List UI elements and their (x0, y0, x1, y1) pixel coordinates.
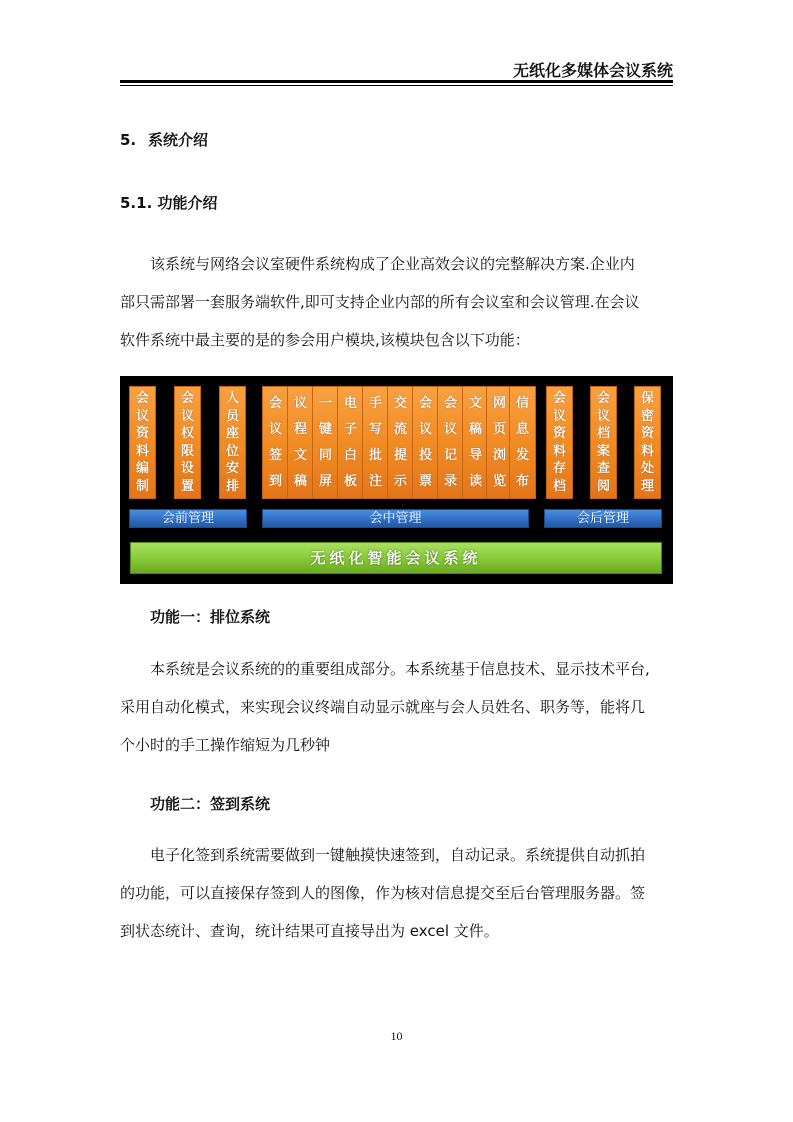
base-system-bar: 无纸化智能会议系统 (130, 542, 662, 574)
module-box (546, 386, 573, 499)
module-char: 票 (418, 474, 432, 490)
module-char: 处 (640, 461, 654, 477)
module-char: 档 (552, 478, 566, 494)
feature2-paragraph (120, 836, 673, 950)
feature2-line: 到状态统计、查询，统计结果可直接导出为 excel 文件。 (120, 922, 499, 940)
module-box (462, 386, 489, 499)
module-box (509, 386, 536, 499)
section-heading (120, 129, 208, 150)
module-char: 料 (640, 443, 654, 459)
module-char: 置 (180, 478, 194, 494)
module-box (362, 386, 389, 499)
module-char: 页 (492, 421, 506, 437)
module-char: 资 (135, 426, 149, 442)
module-char: 手 (368, 395, 382, 411)
feature1-line: 本系统是会议系统的的重要组成部分。本系统基于信息技术、显示技术平台, (150, 660, 650, 678)
module-char: 写 (368, 421, 382, 437)
module-char: 排 (225, 478, 239, 494)
module-char: 注 (368, 474, 382, 490)
module-char: 会 (443, 395, 457, 411)
module-char: 员 (225, 408, 239, 424)
module-char: 网 (492, 395, 506, 411)
module-char: 会 (552, 391, 566, 407)
module-char: 文 (293, 448, 307, 464)
module-char: 会 (268, 395, 282, 411)
module-char: 一 (318, 395, 332, 411)
subsection-heading: 5.1. 功能介绍 (120, 194, 218, 212)
feature1-line: 个小时的手工操作缩短为几秒钟 (120, 736, 331, 754)
module-char: 记 (443, 448, 457, 464)
module-char: 签 (268, 448, 282, 464)
module-char: 会 (180, 391, 194, 407)
module-char: 览 (492, 474, 506, 490)
module-char: 会 (135, 391, 149, 407)
module-char: 子 (343, 421, 357, 437)
feature2-title: 功能二：签到系统 (150, 795, 271, 813)
module-char: 交 (393, 395, 407, 411)
module-char: 理 (640, 478, 654, 494)
module-char: 议 (135, 408, 149, 424)
module-char: 文 (468, 395, 482, 411)
module-char: 白 (343, 448, 357, 464)
module-char: 导 (468, 448, 482, 464)
module-char: 稿 (293, 474, 307, 490)
module-char: 议 (293, 395, 307, 411)
module-char: 案 (596, 443, 610, 459)
module-box (412, 386, 439, 499)
module-char: 权 (180, 426, 194, 442)
header-title: 无纸化多媒体会议系统 (512, 61, 673, 80)
intro-paragraph (120, 245, 673, 359)
module-box (634, 386, 661, 499)
module-char: 会 (418, 395, 432, 411)
system-architecture-diagram (120, 376, 673, 584)
module-char: 编 (135, 461, 149, 477)
intro-line: 该系统与网络会议室硬件系统构成了企业高效会议的完整解决方案.企业内 (150, 255, 635, 273)
module-box (312, 386, 339, 499)
module-char: 稿 (468, 421, 482, 437)
module-char: 提 (393, 448, 407, 464)
feature1-line: 采用自动化模式，来实现会议终端自动显示就座与会人员姓名、职务等，能将几 (120, 698, 646, 716)
module-char: 浏 (492, 448, 506, 464)
module-char: 会 (596, 391, 610, 407)
module-box (387, 386, 414, 499)
module-char: 存 (552, 461, 566, 477)
group-bar-post-meeting: 会后管理 (544, 509, 662, 528)
module-char: 料 (552, 443, 566, 459)
section-title: 系统介绍 (148, 131, 209, 149)
module-char: 到 (268, 474, 282, 490)
module-char: 发 (515, 448, 529, 464)
module-char: 录 (443, 474, 457, 490)
module-char: 人 (225, 391, 239, 407)
module-box (129, 386, 156, 499)
page-number: 10 (390, 1029, 403, 1043)
module-char: 流 (393, 421, 407, 437)
module-box (219, 386, 246, 499)
module-box (262, 386, 289, 499)
intro-line: 部只需部署一套服务端软件,即可支持企业内部的所有会议室和会议管理.在会议 (120, 293, 640, 311)
module-char: 设 (180, 461, 194, 477)
module-char: 制 (135, 478, 149, 494)
module-char: 保 (640, 391, 654, 407)
module-box (337, 386, 364, 499)
module-box (437, 386, 464, 499)
module-char: 座 (225, 426, 239, 442)
feature1-title: 功能一：排位系统 (150, 608, 271, 626)
feature2-line: 的功能，可以直接保存签到人的图像，作为核对信息提交至后台管理服务器。签 (120, 884, 646, 902)
module-char: 示 (393, 474, 407, 490)
module-char: 料 (135, 443, 149, 459)
module-char: 程 (293, 421, 307, 437)
module-box (590, 386, 617, 499)
module-char: 板 (343, 474, 357, 490)
module-box (174, 386, 201, 499)
module-char: 资 (552, 426, 566, 442)
module-char: 资 (640, 426, 654, 442)
group-bar-in-meeting: 会中管理 (262, 509, 529, 528)
header-rule-thin (120, 85, 673, 86)
module-char: 查 (596, 461, 610, 477)
module-char: 投 (418, 448, 432, 464)
module-char: 档 (596, 426, 610, 442)
feature1-paragraph (120, 650, 673, 764)
module-char: 信 (515, 395, 529, 411)
module-char: 阅 (596, 478, 610, 494)
module-char: 屏 (318, 474, 332, 490)
module-box (287, 386, 314, 499)
module-char: 同 (318, 448, 332, 464)
module-char: 议 (268, 421, 282, 437)
module-char: 读 (468, 474, 482, 490)
intro-line: 软件系统中最主要的是的参会用户模块,该模块包含以下功能： (120, 331, 530, 349)
group-bar-pre-meeting: 会前管理 (129, 509, 247, 528)
module-char: 电 (343, 395, 357, 411)
feature2-line: 电子化签到系统需要做到一键触摸快速签到，自动记录。系统提供自动抓拍 (150, 846, 646, 864)
module-char: 位 (225, 443, 239, 459)
module-char: 议 (443, 421, 457, 437)
module-char: 议 (180, 408, 194, 424)
module-char: 息 (515, 421, 529, 437)
module-char: 限 (180, 443, 194, 459)
module-char: 议 (596, 408, 610, 424)
module-char: 批 (368, 448, 382, 464)
module-char: 安 (225, 461, 239, 477)
module-char: 密 (640, 408, 654, 424)
header-rule-thick (120, 80, 673, 83)
module-char: 议 (552, 408, 566, 424)
module-char: 议 (418, 421, 432, 437)
module-char: 键 (318, 421, 332, 437)
section-number: 5. (120, 131, 137, 149)
module-char: 布 (515, 474, 529, 490)
